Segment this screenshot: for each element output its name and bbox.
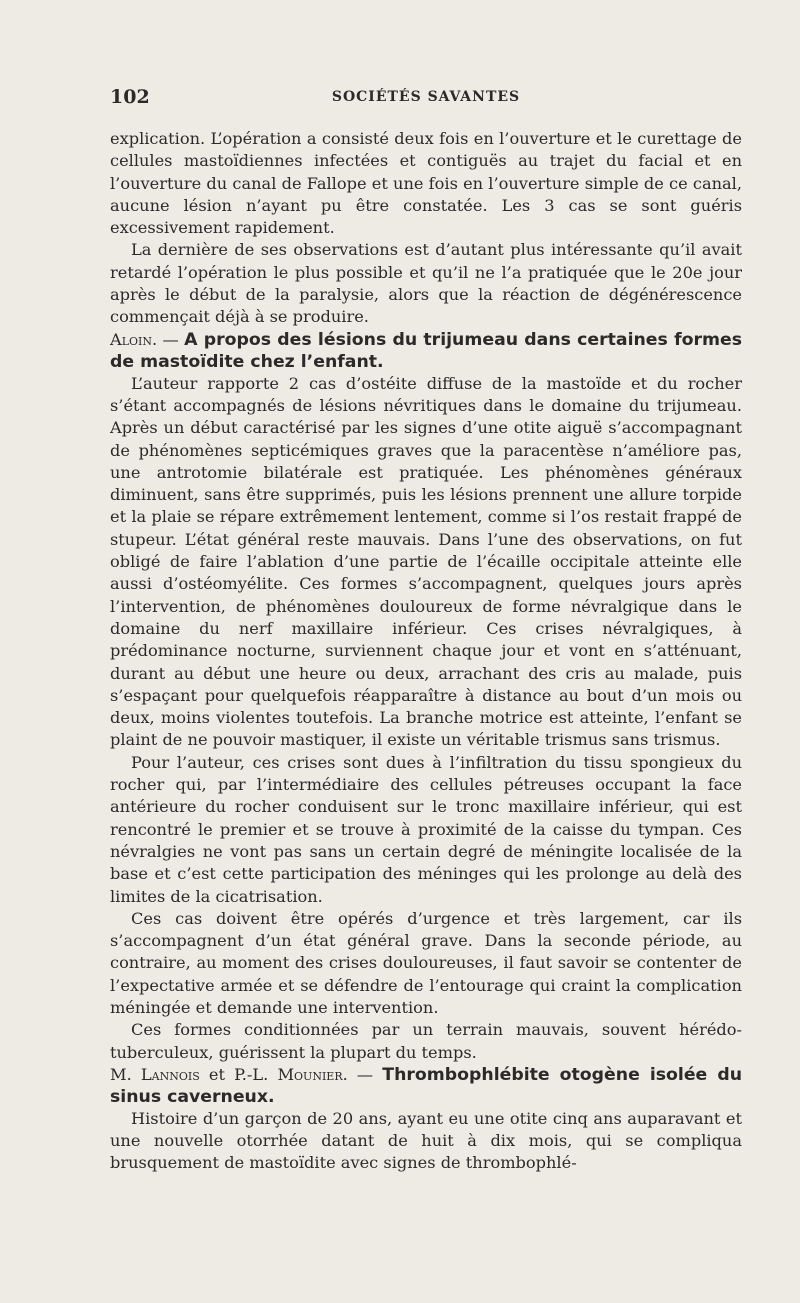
- body-paragraph: L’auteur rapporte 2 cas d’ostéite diffuse de la mastoïde et du rocher s’étant accompagnés de lésions névritiques dans le domaine du trijumeau. Après un début caractérisé par les signes d’une otite aiguë s’accompagnant de phénomènes septicémiques graves que la paracentèse n’améliore pas, une antrotomie bilatérale est pratiquée. Les phénomènes généraux diminuent, sans être supprimés, puis les lésions prennent une allure torpide et la plaie se répare extrêmement lentement, comme si l’os restait frappé de stupeur. L’état général reste mauvais. Dans l’une des observations, on fut obligé de faire l’ablation d’une partie de l’écaille occipitale atteinte elle aussi d’ostéomyélite. Ces formes s’accompagnent, quelques jours après l’intervention, de phénomènes douloureux de forme névralgique dans le domaine du nerf maxillaire inférieur. Ces crises névralgiques, à prédominance nocturne, surviennent chaque jour et vont en s’atténuant, durant au début une heure ou deux, arrachant des cris au malade, puis s’espaçant pour quelquefois réapparaître à distance au bout d’un mois ou deux, moins violentes toutefois. La branche motrice est atteinte, l’enfant se plaint de ne pouvoir mastiquer, il existe un véritable trismus sans trismus.: [110, 373, 742, 750]
- heading-connector: et P.-L.: [199, 1064, 278, 1084]
- body-paragraph: explication. L’opération a consisté deux fois en l’ouverture et le curettage de cellules mastoïdiennes infectées et contiguës au trajet du facial et en l’ouverture du canal de Fallope et une fois en l’ouverture simple de ce canal, aucune lésion n’ayant pu être constatée. Les 3 cas se sont guéris excessivement rapidement.: [110, 129, 742, 238]
- section-author: Lannois: [140, 1064, 200, 1084]
- page-number: 102: [110, 86, 150, 108]
- section-title: Thrombophlébite otogène isolée du sinus caverneux.: [110, 1064, 742, 1107]
- heading-separator: —: [157, 329, 185, 349]
- body-paragraph: Pour l’auteur, ces crises sont dues à l’infiltration du tissu spongieux du rocher qui, par l’intermédiaire des cellules pétreuses occupant la face antérieure du rocher conduisent sur le tronc maxillaire inférieur, qui est rencontré le premier et se trouve à proximité de la caisse du tympan. Ces névralgies ne vont pas sans un certain degré de méningite localisée de la base et c’est cette participation des méninges qui les prolonge au delà des limites de la cicatrisation.: [110, 752, 742, 906]
- section-heading: [110, 329, 742, 373]
- page-header: [110, 86, 742, 110]
- body-paragraph: Ces formes conditionnées par un terrain mauvais, souvent hérédo-tuberculeux, guérissent la plupart du temps.: [110, 1020, 742, 1062]
- body-paragraph: La dernière de ses observations est d’autant plus intéressante qu’il avait retardé l’opération le plus possible et qu’il ne l’a pratiquée que le 20e jour après le début de la paralysie, alors que la réaction de dégénérescence commençait déjà à se produire.: [110, 240, 742, 327]
- article-body: [110, 128, 742, 1175]
- heading-separator: —: [347, 1064, 383, 1084]
- section-author: Mounier.: [277, 1064, 348, 1084]
- running-head: SOCIÉTÉS SAVANTES: [331, 89, 521, 105]
- body-paragraph: Histoire d’un garçon de 20 ans, ayant eu une otite cinq ans auparavant et une nouvelle otorrhée datant de huit à dix mois, qui se compliqua brusquement de mastoïdite avec signes de thrombophlé-: [110, 1108, 742, 1173]
- section-title: A propos des lésions du trijumeau dans certaines formes de mastoïdite chez l’enfant.: [110, 329, 743, 372]
- body-paragraph: Ces cas doivent être opérés d’urgence et très largement, car ils s’accompagnent d’un état général grave. Dans la seconde période, au contraire, au moment des crises douloureuses, il faut savoir se contenter de l’expectative armée et se défendre de l’entourage qui craint la complication méningée et demande une intervention.: [110, 908, 742, 1017]
- section-author: Aloin.: [110, 329, 158, 349]
- section-heading: [110, 1064, 742, 1108]
- heading-prefix: M.: [110, 1064, 141, 1084]
